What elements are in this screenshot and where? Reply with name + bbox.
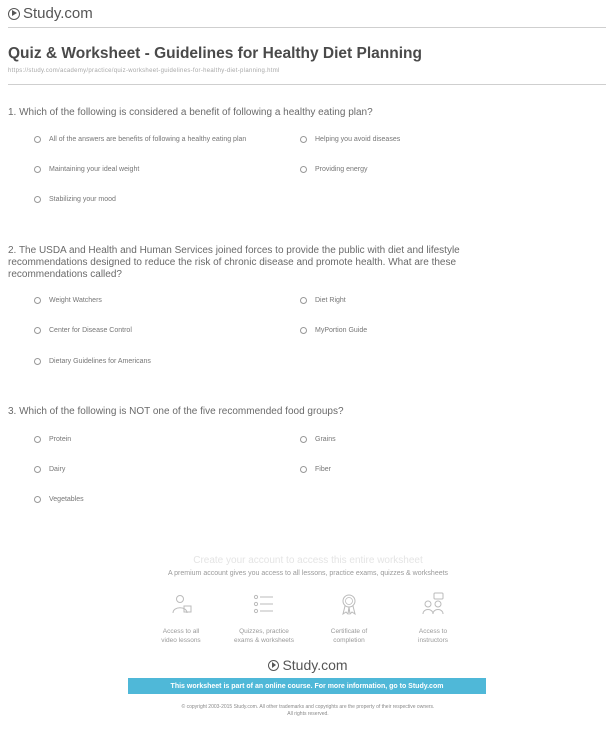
radio-icon[interactable] [300,166,307,173]
feature-label-line: completion [333,637,365,644]
header-divider [8,27,606,28]
feature-label [388,627,478,645]
feature-label-line: Access to all [162,628,200,635]
radio-icon[interactable] [34,496,41,503]
feature-label-line: Access to [418,628,448,635]
feature-label [304,627,394,645]
question-2 [8,245,460,281]
copyright-line: © copyright 2003-2015 Study.com. All other trademarks and copyrights are the property of their respective owners. [181,704,435,710]
feature-instructors [388,592,478,645]
footer-studycom-logo[interactable] [0,657,616,673]
question-1 [8,107,373,119]
answer-option[interactable] [34,466,65,473]
title-divider [8,84,606,85]
video-lessons-icon [169,592,193,616]
option-label: All of the answers are benefits of following a healthy eating plan [49,136,247,143]
instructor-chat-icon [421,592,445,616]
certificate-ribbon-icon [337,592,361,616]
answer-option[interactable] [300,166,368,173]
radio-icon[interactable] [300,436,307,443]
answer-option[interactable] [34,436,71,443]
question-2-line: recommendations called? [8,269,122,280]
option-label: Helping you avoid diseases [315,136,401,143]
option-label: Grains [315,436,336,443]
answer-option[interactable] [34,166,139,173]
copyright-notice [0,704,616,718]
footer-brand-name: Study.com [282,657,348,673]
question-3 [8,406,344,418]
answer-option[interactable] [300,136,400,143]
question-2-line: 2. The USDA and Health and Human Services joined forces to provide the public with diet and lifestyle [8,245,460,256]
feature-label [219,627,309,645]
course-info-banner[interactable] [128,678,486,694]
option-label: Maintaining your ideal weight [49,166,140,173]
promo-title: Create your account to access this entire worksheet [193,555,423,566]
answer-option[interactable] [34,327,132,334]
feature-quizzes [219,592,309,645]
radio-icon[interactable] [34,327,41,334]
option-label: MyPortion Guide [315,327,368,334]
option-label: Stabilizing your mood [49,196,116,203]
radio-icon[interactable] [34,136,41,143]
answer-option[interactable] [300,297,346,304]
feature-label-line: exams & worksheets [234,637,294,644]
play-logo-icon [8,8,20,20]
radio-icon[interactable] [300,327,307,334]
feature-label-line: instructors [418,637,448,644]
radio-icon[interactable] [300,136,307,143]
question-3-text: 3. Which of the following is NOT one of the five recommended food groups? [8,406,344,417]
feature-label-line: Quizzes, practice [239,628,289,635]
answer-option[interactable] [34,196,116,203]
feature-video-lessons [136,592,226,645]
answer-option[interactable] [34,358,151,365]
radio-icon[interactable] [34,466,41,473]
option-label: Weight Watchers [49,297,102,304]
radio-icon[interactable] [300,297,307,304]
brand-name: Study.com [23,5,93,22]
option-label: Center for Disease Control [49,327,132,334]
answer-option[interactable] [34,297,102,304]
banner-text: This worksheet is part of an online course. For more information, go to Study.com [170,682,444,690]
option-label: Diet Right [315,297,346,304]
question-1-text: 1. Which of the following is considered a benefit of following a healthy eating plan? [8,107,373,118]
answer-option[interactable] [300,466,331,473]
page-url: https://study.com/academy/practice/quiz-worksheet-guidelines-for-healthy-diet-planning.html [8,68,280,74]
feature-label-line: video lessons [161,637,201,644]
quiz-list-icon [252,592,276,616]
answer-option[interactable] [300,327,367,334]
radio-icon[interactable] [300,466,307,473]
option-label: Vegetables [49,496,84,503]
promo-subtitle: A premium account gives you access to all lessons, practice exams, quizzes & worksheets [167,570,449,577]
option-label: Fiber [315,466,331,473]
feature-label-line: Certificate of [330,628,368,635]
feature-certificate [304,592,394,645]
option-label: Providing energy [315,166,368,173]
radio-icon[interactable] [34,436,41,443]
option-label: Dietary Guidelines for Americans [49,358,151,365]
question-2-line: recommendations designed to reduce the risk of chronic disease and promote health. What are these [8,257,457,268]
copyright-line: All rights reserved. [287,711,329,717]
option-label: Protein [49,436,72,443]
radio-icon[interactable] [34,297,41,304]
feature-label [136,627,226,645]
option-label: Dairy [49,466,66,473]
radio-icon[interactable] [34,166,41,173]
answer-option[interactable] [34,136,246,143]
answer-option[interactable] [34,496,84,503]
studycom-logo[interactable] [8,5,93,22]
radio-icon[interactable] [34,358,41,365]
play-logo-icon [268,660,279,671]
answer-option[interactable] [300,436,336,443]
radio-icon[interactable] [34,196,41,203]
page-title: Quiz & Worksheet - Guidelines for Healthy Diet Planning [8,45,422,62]
